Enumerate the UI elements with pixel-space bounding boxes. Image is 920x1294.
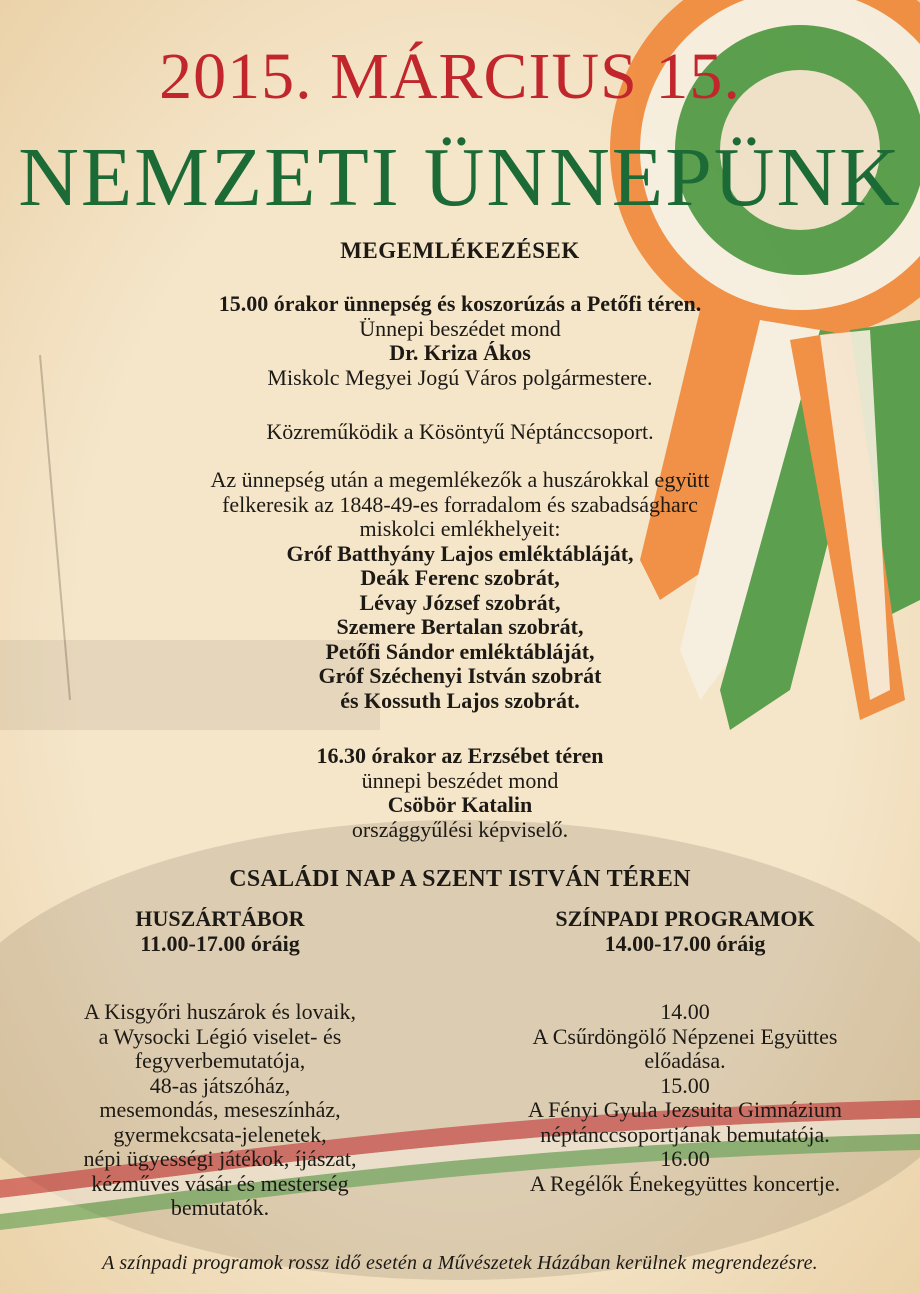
memorial-site: Petőfi Sándor emléktábláját, <box>325 638 595 664</box>
visit-line: Az ünnepség után a megemlékezők a huszárokkal együtt <box>210 467 710 492</box>
list-item: 16.00 <box>660 1146 710 1171</box>
list-item: a Wysocki Légió viselet- és <box>98 1023 342 1049</box>
stage-programs-column <box>490 906 880 1196</box>
speaker-role: Miskolc Megyei Jogú Város polgármestere. <box>267 364 653 390</box>
second-speaker-name: Csöbör Katalin <box>387 792 533 817</box>
hussar-camp-list <box>20 1000 420 1221</box>
main-title: NEMZETI ÜNNEPÜNK <box>18 131 902 224</box>
second-speech-intro: ünnepi beszédet mond <box>361 767 559 793</box>
list-item: 15.00 <box>660 1072 710 1098</box>
visit-block <box>0 468 920 713</box>
hussar-camp-hours: 11.00-17.00 óráig <box>140 931 300 956</box>
date-title: 2015. MÁRCIUS 15. <box>159 40 741 113</box>
speaker-name: Dr. Kriza Ákos <box>389 340 531 365</box>
ceremony-time: 15.00 órakor ünnepség és koszorúzás a Petőfi téren. <box>218 291 702 316</box>
memorial-site: Szemere Bertalan szobrát, <box>336 614 584 639</box>
list-item: 48-as játszóház, <box>149 1072 291 1098</box>
memorial-site: Deák Ferenc szobrát, <box>360 565 560 590</box>
second-event-block <box>0 744 920 842</box>
visit-line: felkeresik az 1848-49-es forradalom és szabadságharc <box>222 491 698 517</box>
list-item: mesemondás, meseszínház, <box>99 1097 341 1122</box>
list-item: fegyverbemutatója, <box>134 1048 306 1073</box>
list-item: néptánccsoportjának bemutatója. <box>540 1121 830 1147</box>
family-day-heading: CSALÁDI NAP A SZENT ISTVÁN TÉREN <box>229 866 691 892</box>
ceremony-block <box>0 292 920 390</box>
list-item: A Kisgyőri huszárok és lovaik, <box>84 999 356 1024</box>
memorial-site: Gróf Batthyány Lajos emléktábláját, <box>286 540 634 566</box>
stage-programs-list <box>490 1000 880 1196</box>
list-item: népi ügyességi játékok, íjászat, <box>83 1146 357 1171</box>
list-item: előadása. <box>644 1048 726 1073</box>
stage-programs-hours: 14.00-17.00 óráig <box>604 931 766 956</box>
speech-intro: Ünnepi beszédet mond <box>359 315 561 341</box>
performer-block <box>0 420 920 445</box>
list-item: bemutatók. <box>170 1195 270 1220</box>
memorial-site: és Kossuth Lajos szobrát. <box>340 687 580 713</box>
second-speaker-role: országgyűlési képviselő. <box>351 816 569 842</box>
list-item: gyermekcsata-jelenetek, <box>113 1121 327 1147</box>
list-item: A Csűrdöngölő Népzenei Együttes <box>532 1023 838 1049</box>
list-item: A Regélők Énekegyüttes koncertje. <box>529 1170 841 1196</box>
hussar-camp-column <box>20 906 420 1221</box>
second-event-time: 16.30 órakor az Erzsébet téren <box>316 743 604 768</box>
memorial-site: Lévay József szobrát, <box>359 589 561 615</box>
commemoration-heading: MEGEMLÉKEZÉSEK <box>340 238 580 263</box>
list-item: kézműves vásár és mesterség <box>91 1170 349 1196</box>
list-item: 14.00 <box>660 999 710 1024</box>
memorial-site: Gróf Széchenyi István szobrát <box>318 663 602 688</box>
footer-note: A színpadi programok rossz idő esetén a Művészetek Házában kerülnek megrendezésre. <box>102 1252 818 1274</box>
stage-programs-title: SZÍNPADI PROGRAMOK <box>555 906 815 931</box>
hussar-camp-title: HUSZÁRTÁBOR <box>135 906 305 931</box>
performer-text: Közreműködik a Kösöntyű Néptánccsoport. <box>266 419 654 444</box>
list-item: A Fényi Gyula Jezsuita Gimnázium <box>527 1097 843 1122</box>
visit-line: miskolci emlékhelyeit: <box>359 516 561 541</box>
